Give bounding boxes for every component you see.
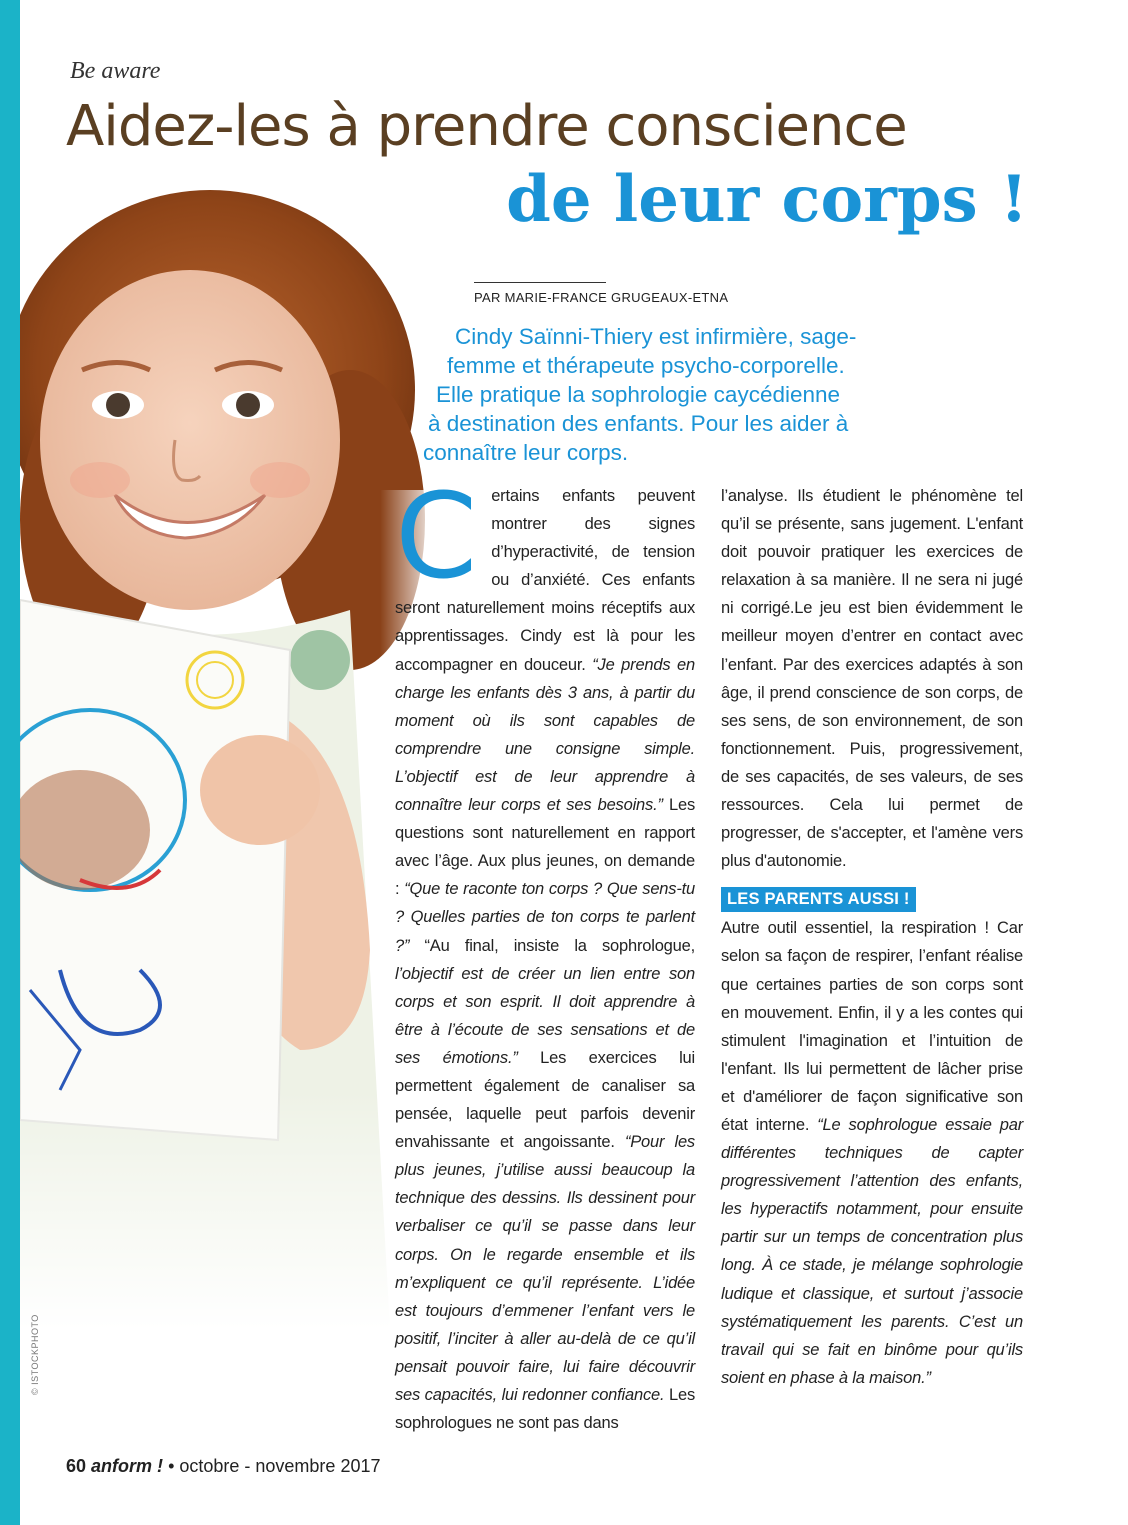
headline-line-2: de leur corps ! xyxy=(506,162,1028,237)
paragraph: Les sophrologues ne sont pas dans xyxy=(395,1386,696,1433)
quote: l’objectif est de créer un lien entre son corps et son esprit. Il doit apprendre à être à l’écoute de ses sensations et de ses émotions.” xyxy=(395,964,695,1067)
paragraph: “Au final, insiste la sophrologue, xyxy=(409,936,695,955)
child-with-drawing-photo xyxy=(20,190,440,1330)
quote: “Que te raconte ton corps ? Que sens-tu ? Quelles parties de ton corps te parlent ?” xyxy=(395,880,695,955)
paragraph: Les questions sont naturellement en rapport avec l’âge. Aux plus jeunes, on demande : xyxy=(395,796,695,899)
article-column-1 xyxy=(395,467,696,1437)
paragraph: l’analyse. Ils étudient le phénomène tel qu’il se présente, sans jugement. L'enfant doit pouvoir pratiquer les exercices de relaxation à sa manière. Il ne sera ni jugé ni corrigé.Le jeu est bien évidemment le meilleur moyen d’entrer en contact avec l’enfant. Par des exercices adaptés à son âge, il prend conscience de son corps, de ses sens, de son environnement, de son fonctionnement. Puis, progressivement, de ses capacités, de ses valeurs, de ses ressources. Cela lui permet de progresser, de s'accepter, et l'amène vers plus d'autonomie. xyxy=(721,487,1023,871)
paragraph: ertains enfants peuvent montrer des signes d’hyperactivité, de tension ou d’anxiété. Ces enfants seront naturellement moins réceptifs aux apprentissages. Cindy est là pour les accompagner en douceur. xyxy=(395,487,695,674)
issue-date: • octobre - novembre 2017 xyxy=(168,1456,381,1476)
headline-line-1: Aidez-les à prendre conscience xyxy=(66,94,907,159)
standfirst-line: femme et thérapeute psycho-corporelle. xyxy=(447,353,845,378)
byline: PAR MARIE-FRANCE GRUGEAUX-ETNA xyxy=(474,290,729,305)
page-number: 60 xyxy=(66,1456,87,1476)
paragraph-with-quote xyxy=(721,914,1023,1392)
byline-rule xyxy=(474,282,606,283)
paragraph: Les exercices lui permettent également de canaliser sa pensée, laquelle peut parfois devenir envahissante et angoissante. xyxy=(395,1048,695,1152)
paragraph: Autre outil essentiel, la respiration ! Car selon sa façon de respirer, l’enfant réalise que certaines parties de son corps sont en mouvement. Enfin, il y a les contes qui stimulent l'imagination et l’intuition de l'enfant. Ils lui permettent de lâcher prise et d'améliorer de façon significative son état interne. xyxy=(721,919,1023,1134)
side-color-stripe xyxy=(0,0,20,1525)
page-footer xyxy=(66,1456,381,1477)
article-column-2 xyxy=(721,482,1023,1392)
intro-standfirst xyxy=(420,322,980,467)
section-subheading: LES PARENTS AUSSI ! xyxy=(721,887,916,912)
quote: “Le sophrologue essaie par différentes techniques de capter progressivement l’attention des enfants, les hyperactifs notamment, pour ensuite partir sur un temps de concentration plus long. À ce stade, je mélange sophrologie ludique et classique, et surtout j’associe systématiquement les parents. C’est un travail qui se fait en binôme pour qu’ils soient en phase à la maison.” xyxy=(721,1115,1023,1387)
photo-credit: © ISTOCKPHOTO xyxy=(30,1314,40,1395)
magazine-name: anform ! xyxy=(91,1456,164,1476)
quote: “Pour les plus jeunes, j’utilise aussi beaucoup la technique des dessins. Ils dessinent pour verbaliser ce qu’il se passe dans leur corps. On le regarde ensemble et ils m’expliquent ce qu’il représente. L’idée est toujours d’emmener l’enfant vers le positif, l’inciter à aller au-delà de ce qu’il pensait pouvoir faire, lui faire découvrir ses capacités, lui redonner confiance. xyxy=(395,1133,695,1404)
standfirst-line: à destination des enfants. Pour les aider à xyxy=(428,411,849,436)
rubric-label: Be aware xyxy=(70,58,161,84)
standfirst-line: Elle pratique la sophrologie caycédienne xyxy=(436,382,841,407)
quote: “Je prends en charge les enfants dès 3 ans, à partir du moment où ils sont capables de comprendre une consigne simple. L’objectif est de leur apprendre à connaître leur corps et ses besoins.” xyxy=(395,655,695,815)
standfirst-line: connaître leur corps. xyxy=(423,440,629,465)
drop-cap: C xyxy=(395,467,478,605)
standfirst-line: Cindy Saïnni-Thiery est infirmière, sage- xyxy=(455,324,857,349)
